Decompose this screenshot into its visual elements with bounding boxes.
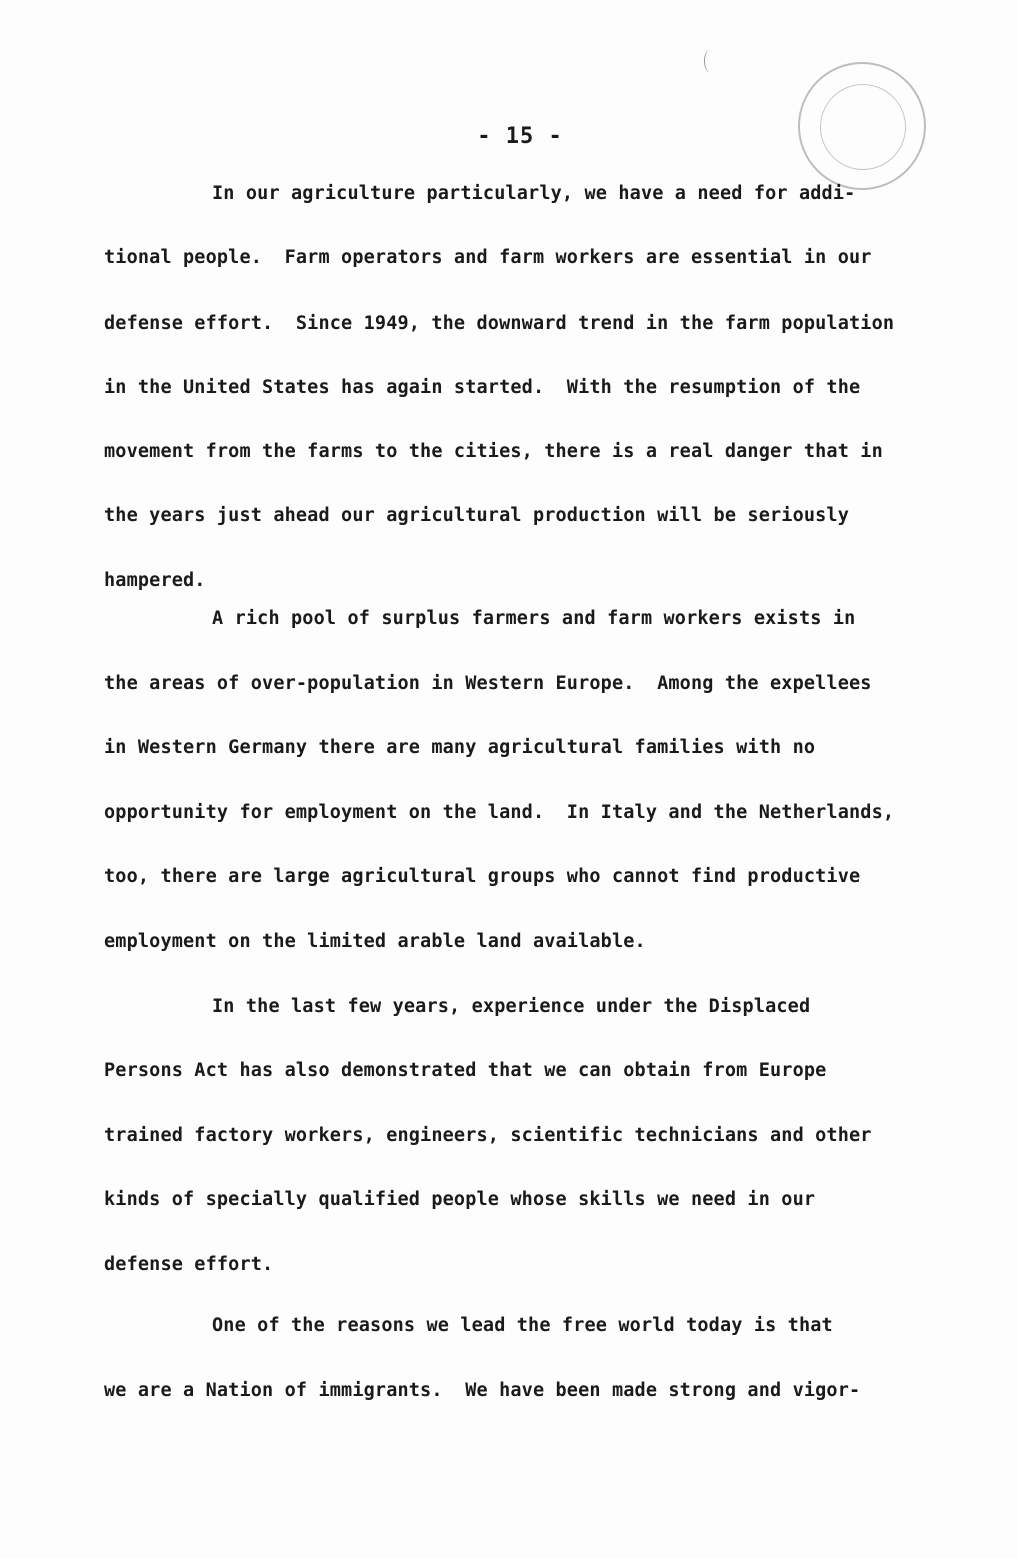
paper-edge-mark: [704, 50, 715, 72]
text-line: defense effort.: [104, 1254, 274, 1275]
text-line: A rich pool of surplus farmers and farm workers exists in: [212, 608, 856, 629]
text-line: tional people. Farm operators and farm workers are essential in our: [104, 247, 872, 268]
text-line: in Western Germany there are many agricultural families with no: [104, 737, 816, 758]
archive-stamp: [798, 62, 926, 190]
text-line: defense effort. Since 1949, the downward trend in the farm population: [104, 313, 895, 334]
text-line: kinds of specially qualified people whose skills we need in our: [104, 1189, 816, 1210]
text-line: in the United States has again started. With the resumption of the: [104, 377, 861, 398]
page-number: - 15 -: [477, 124, 563, 149]
text-line: hampered.: [104, 570, 206, 591]
text-line: we are a Nation of immigrants. We have been made strong and vigor-: [104, 1380, 861, 1401]
text-line: employment on the limited arable land available.: [104, 931, 646, 952]
text-line: the years just ahead our agricultural production will be seriously: [104, 505, 850, 526]
text-line: the areas of over-population in Western Europe. Among the expellees: [104, 673, 872, 694]
text-line: too, there are large agricultural groups who cannot find productive: [104, 866, 861, 887]
text-line: In the last few years, experience under the Displaced: [212, 996, 811, 1017]
archive-stamp-inner-ring: [820, 84, 906, 170]
text-line: Persons Act has also demonstrated that we can obtain from Europe: [104, 1060, 827, 1081]
text-line: movement from the farms to the cities, there is a real danger that in: [104, 441, 883, 462]
text-line: One of the reasons we lead the free world today is that: [212, 1315, 833, 1336]
text-line: In our agriculture particularly, we have a need for addi-: [212, 183, 856, 204]
text-line: opportunity for employment on the land. In Italy and the Netherlands,: [104, 802, 895, 823]
text-line: trained factory workers, engineers, scientific technicians and other: [104, 1125, 872, 1146]
